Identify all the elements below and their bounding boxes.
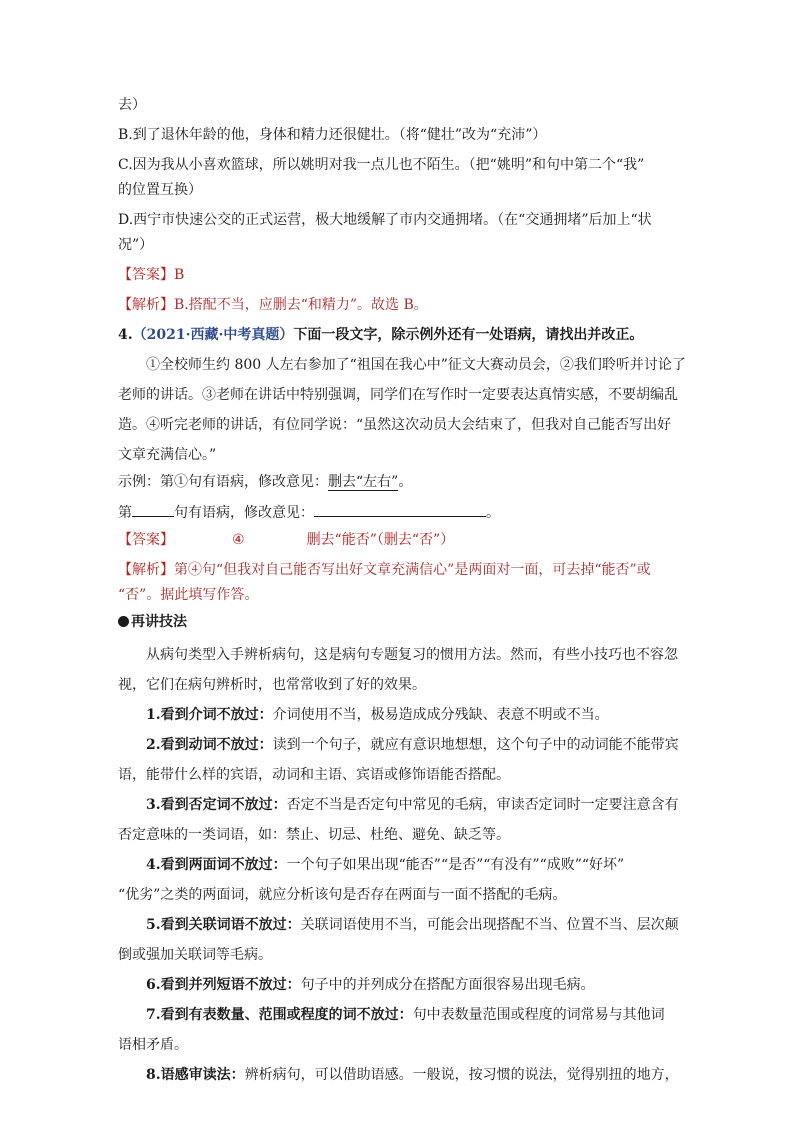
tip-head: 2.看到动词不放过： xyxy=(146,736,273,753)
q3-option-c-line1: C.因为我从小喜欢篮球，所以姚明对我一点儿也不陌生。（把“姚明”和句中第二个“我” xyxy=(118,156,645,173)
analysis-text: B.搭配不当，应删去“和精力”。故选 B。 xyxy=(174,296,428,313)
tip-head: 3.看到否定词不放过： xyxy=(146,796,287,813)
answer-fix: 删去“能否”（删去“否”） xyxy=(306,531,455,548)
analysis-text: 第④句“但我对自己能否写出好文章充满信心”是两面对一面，可去掉“能否”或 xyxy=(174,561,651,578)
tip-body: 辨析病句，可以借助语感。一般说，按习惯的说法，觉得别扭的地方， xyxy=(244,1066,679,1083)
tip-1 xyxy=(118,705,609,725)
tip-head: 1.看到介词不放过： xyxy=(146,706,273,723)
tip-head: 5.看到关联词语不放过： xyxy=(146,916,301,933)
q4-passage-line1: ①全校师生约 800 人左右参加了“祖国在我心中”征文大赛动员会，②我们聆听并讨论了 xyxy=(146,356,686,373)
answer-number: ④ xyxy=(232,531,245,548)
answer-value: B xyxy=(174,266,185,283)
question-prompt: 下面一段文字，除示例外还有一处语病，请找出并改正。 xyxy=(293,326,644,343)
fill-end: 。 xyxy=(486,505,500,521)
q4-passage-line3: 造。④听完老师的讲话，有位同学说：“虽然这次动员大会结束了，但我对自己能否写出好 xyxy=(118,416,672,433)
tip-head: 6.看到并列短语不放过： xyxy=(146,976,301,993)
tip-body: 读到一个句子，就应有意识地想想，这个句子中的动词能不能带宾 xyxy=(272,736,679,753)
sentence-number-blank[interactable] xyxy=(132,502,174,517)
tip-head: 7.看到有表数量、范围或程度的词不放过： xyxy=(146,1006,413,1023)
analysis-text-cont: “否”。据此填写作答。 xyxy=(118,586,259,603)
answer-tag: 【答案】 xyxy=(118,531,174,548)
q3-option-d-line2: 况”） xyxy=(118,236,154,253)
section-intro-line1: 从病句类型入手辨析病句，这是病句专题复习的惯用方法。然而，有些小技巧也不容忽 xyxy=(146,646,678,663)
q3-option-a-tail: 去） xyxy=(118,96,146,113)
q4-header xyxy=(118,325,643,345)
tip-4-line2: “优劣”之类的两面词，就应分析该句是否存在两面与一面不搭配的毛病。 xyxy=(118,886,567,903)
tip-6 xyxy=(118,975,595,995)
tip-8 xyxy=(118,1065,679,1085)
q4-answer xyxy=(118,530,454,550)
q3-option-b: B.到了退休年龄的他，身体和精力还很健壮。（将“健壮”改为“充沛”） xyxy=(118,126,547,143)
tip-4-line1 xyxy=(118,855,624,875)
tip-head: 4.看到两面词不放过： xyxy=(146,856,287,873)
tip-body: 否定不当是否定句中常见的毛病，审读否定词时一定要注意含有 xyxy=(286,796,679,813)
question-source: （2021·西藏·中考真题） xyxy=(132,326,294,343)
tip-7-line2: 语相矛盾。 xyxy=(118,1036,188,1053)
tip-body: 关联词语使用不当，可能会出现搭配不当、位置不当、层次颠 xyxy=(300,916,679,933)
q3-option-c-line2: 的位置互换） xyxy=(118,181,202,198)
q3-answer xyxy=(118,265,184,285)
q4-passage-line4: 文章充满信心。” xyxy=(118,446,217,463)
answer-tag: 【答案】 xyxy=(118,266,174,283)
tip-5-line1 xyxy=(118,915,679,935)
section-title xyxy=(118,612,187,632)
fill-prefix: 第 xyxy=(118,505,132,521)
q3-analysis xyxy=(118,295,428,315)
tip-3-line2: 否定意味的一类词语，如：禁止、切忌、杜绝、避免、缺乏等。 xyxy=(118,826,510,843)
revision-blank[interactable] xyxy=(314,502,486,517)
section-intro-line2: 视，它们在病句辨析时，也常常收到了好的效果。 xyxy=(118,676,426,693)
tip-body: 一个句子如果出现“能否”“是否”“有没有”“成败”“好坏” xyxy=(286,856,625,873)
question-number: 4. xyxy=(118,326,133,343)
q4-analysis-line2 xyxy=(118,585,258,605)
tip-5-line2: 倒或强加关联词等毛病。 xyxy=(118,946,272,963)
tip-body: 句中表数量范围或程度的词常易与其他词 xyxy=(412,1006,665,1023)
example-end: 。 xyxy=(398,474,413,490)
fill-mid: 句有语病，修改意见： xyxy=(174,505,314,521)
q4-example xyxy=(118,472,412,492)
q3-option-d-line1: D.西宁市快速公交的正式运营，极大地缓解了市内交通拥堵。（在“交通拥堵”后加上“状 xyxy=(118,211,652,228)
tip-body: 句子中的并列成分在搭配方面很容易出现毛病。 xyxy=(300,976,595,993)
analysis-tag: 【解析】 xyxy=(118,296,174,313)
tip-body: 介词使用不当，极易造成成分残缺、表意不明或不当。 xyxy=(272,706,609,723)
q4-analysis-line1 xyxy=(118,560,651,580)
tip-7-line1 xyxy=(118,1005,665,1025)
tip-2-line1 xyxy=(118,735,679,755)
tip-3-line1 xyxy=(118,795,679,815)
q4-passage-line2: 老师的讲话。③老师在讲话中特别强调，同学们在写作时一定要表达真情实感，不要胡编乱 xyxy=(118,386,678,403)
section-title-text: 再讲技法 xyxy=(131,614,187,630)
tip-head: 8.语感审读法： xyxy=(146,1066,245,1083)
analysis-tag: 【解析】 xyxy=(118,561,174,578)
q4-fill-line xyxy=(118,502,500,523)
tip-2-line2: 语，能带什么样的宾语，动词和主语、宾语或修饰语能否搭配。 xyxy=(118,766,510,783)
example-prefix: 示例：第①句有语病，修改意见： xyxy=(118,474,328,490)
example-fix: 删去“左右” xyxy=(328,474,399,490)
bullet-icon xyxy=(118,616,129,627)
